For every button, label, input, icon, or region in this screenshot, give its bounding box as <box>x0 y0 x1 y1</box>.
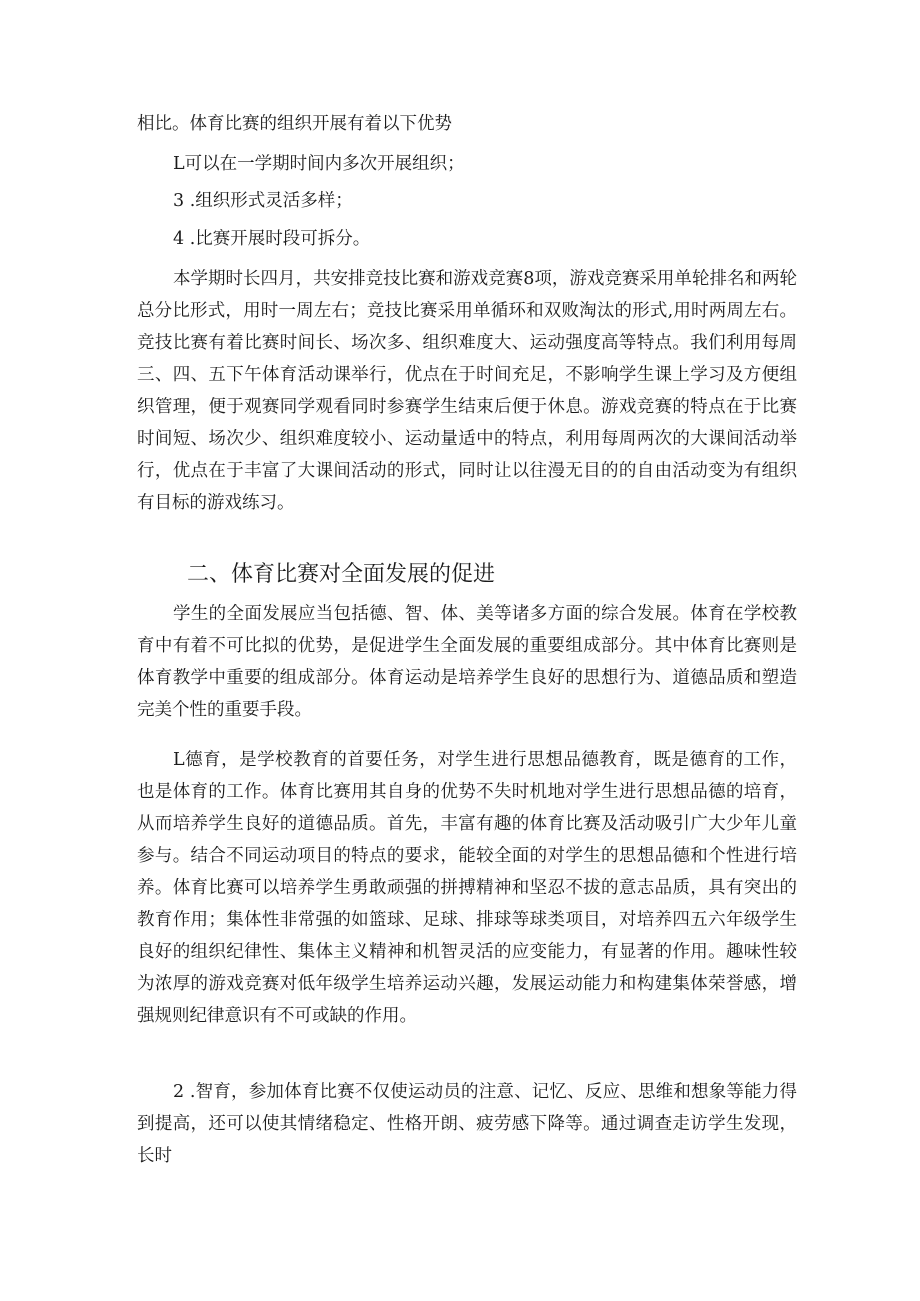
list-item-3: 3 .组织形式灵活多样； <box>173 191 353 211</box>
list-item-4: 4 .比赛开展时段可拆分。 <box>173 229 371 249</box>
paragraph-semester-schedule: 本学期时长四月，共安排竞技比赛和游戏竞赛8项，游戏竞赛采用单轮排名和两轮总分比形式，用时一周左右；竞技比赛采用单循环和双败淘汰的形式,用时两周左右。竞技比赛有着比赛时间长、场次多、组织难度大、运动强度高等特点。我们利用每周三、四、五下午体育活动课举行，优点在于时间充足，不影响学生课上学习及方便组织管理，便于观赛同学观看同时参赛学生结束后便于休息。游戏竞赛的特点在于比赛时间短、场次少、组织难度较小、运动量适中的特点，利用每周两次的大课间活动举行，优点在于丰富了大课间活动的形式，同时让以往漫无目的的自由活动变为有组织有目标的游戏练习。 <box>137 269 797 513</box>
paragraph-intro-tail: 相比。体育比赛的组织开展有着以下优势 <box>137 114 452 134</box>
section-heading: 二、体育比赛对全面发展的促进 <box>187 562 496 587</box>
paragraph-comprehensive-development: 学生的全面发展应当包括德、智、体、美等诸多方面的综合发展。体育在学校教育中有着不可比拟的优势，是促进学生全面发展的重要组成部分。其中体育比赛则是体育教学中重要的组成部分。体育运动是培养学生良好的思想行为、道德品质和塑造完美个性的重要手段。 <box>137 604 797 720</box>
paragraph-moral-education: L德育，是学校教育的首要任务，对学生进行思想品德教育，既是德育的工作，也是体育的工作。体育比赛用其自身的优势不失时机地对学生进行思想品德的培育，从而培养学生良好的道德品质。首先，丰富有趣的体育比赛及活动吸引广大少年儿童参与。结合不同运动项目的特点的要求，能较全面的对学生的思想品德和个性进行培养。体育比赛可以培养学生勇敢顽强的拼搏精神和坚忍不拔的意志品质，具有突出的教育作用；集体性非常强的如篮球、足球、排球等球类项目，对培养四五六年级学生良好的组织纪律性、集体主义精神和机智灵活的应变能力，有显著的作用。趣味性较为浓厚的游戏竞赛对低年级学生培养运动兴趣，发展运动能力和构建集体荣誉感，增强规则纪律意识有不可或缺的作用。 <box>137 750 797 1026</box>
paragraph-intellectual-education: 2 .智育，参加体育比赛不仅使运动员的注意、记忆、反应、思维和想象等能力得到提高，还可以使其情绪稳定、性格开朗、疲劳感下降等。通过调查走访学生发现，长时 <box>137 1082 797 1166</box>
list-item-1: L可以在一学期时间内多次开展组织； <box>173 154 465 174</box>
